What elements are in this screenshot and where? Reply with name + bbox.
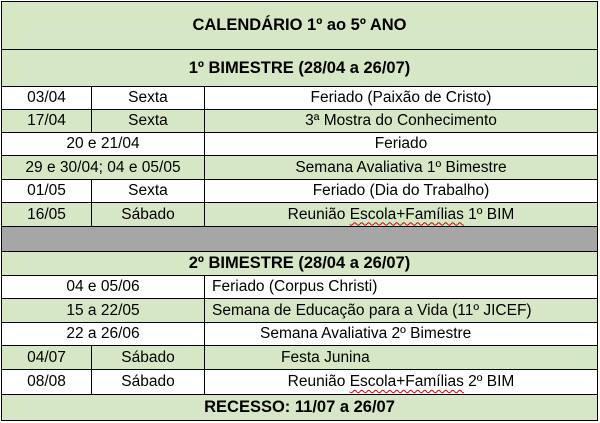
date-cell: 03/04	[27, 89, 66, 106]
day-cell: Sábado	[91, 203, 204, 226]
table-row	[1, 345, 598, 369]
date-cell: 20 e 21/04	[66, 135, 140, 152]
table-row	[1, 109, 598, 132]
bimestre-2-heading-row	[1, 251, 598, 275]
event-text-start: Reunião	[287, 205, 350, 223]
table-row	[1, 322, 598, 345]
event-cell	[204, 203, 597, 226]
recesso-text: RECESSO: 11/07 a 26/07	[204, 398, 395, 416]
bimestre-1-heading: 1º BIMESTRE (28/04 a 26/07)	[188, 58, 411, 77]
table-row	[1, 132, 598, 155]
event-text-end: 2º BIM	[463, 373, 515, 390]
event-text-end: 1º BIM	[463, 205, 515, 223]
date-cell: 29 e 30/04; 04 e 05/05	[25, 158, 181, 176]
table-row	[1, 275, 598, 298]
day-cell: Sábado	[91, 346, 204, 369]
date-cell: 16/05	[27, 205, 66, 223]
event-cell: Festa Junina	[204, 346, 597, 369]
event-cell: Feriado (Corpus Christi)	[204, 276, 597, 298]
event-cell	[204, 370, 597, 394]
event-cell: Feriado	[204, 133, 597, 155]
spellcheck-marked-text: Escola+Famílias	[349, 373, 464, 390]
bimestre-1-heading-row	[1, 49, 598, 86]
table-row	[1, 155, 598, 179]
day-cell: Sexta	[91, 180, 204, 202]
day-cell: Sábado	[91, 370, 204, 394]
event-text-start: Reunião	[287, 373, 350, 390]
day-cell: Sexta	[91, 87, 204, 109]
table-row	[1, 86, 598, 109]
separator-row	[1, 226, 598, 251]
table-row	[1, 369, 598, 394]
recesso-row	[1, 394, 598, 421]
table-row	[1, 179, 598, 202]
calendar-title: CALENDÁRIO 1º ao 5º ANO	[192, 16, 407, 34]
date-cell: 01/05	[27, 182, 66, 199]
event-cell: Semana Avaliativa 2º Bimestre	[204, 323, 597, 345]
date-cell: 04/07	[27, 348, 66, 366]
date-cell: 08/08	[27, 373, 66, 390]
calendar-title-row	[1, 1, 598, 49]
date-cell: 22 a 26/06	[66, 325, 140, 342]
event-cell: Feriado (Dia do Trabalho)	[204, 180, 597, 202]
date-cell: 04 e 05/06	[66, 278, 140, 295]
table-row	[1, 298, 598, 322]
date-cell: 15 a 22/05	[66, 301, 140, 319]
day-cell: Sexta	[91, 110, 204, 132]
date-cell: 17/04	[27, 112, 66, 129]
event-cell: Semana Avaliativa 1º Bimestre	[204, 156, 597, 179]
event-cell: Feriado (Paixão de Cristo)	[204, 87, 597, 109]
table-row	[1, 202, 598, 226]
spellcheck-marked-text: Escola+Famílias	[349, 205, 464, 223]
event-cell: 3ª Mostra do Conhecimento	[204, 110, 597, 132]
event-cell: Semana de Educação para a Vida (11º JICEF)	[204, 299, 597, 322]
bimestre-2-heading: 2º BIMESTRE (28/04 a 26/07)	[188, 254, 411, 272]
